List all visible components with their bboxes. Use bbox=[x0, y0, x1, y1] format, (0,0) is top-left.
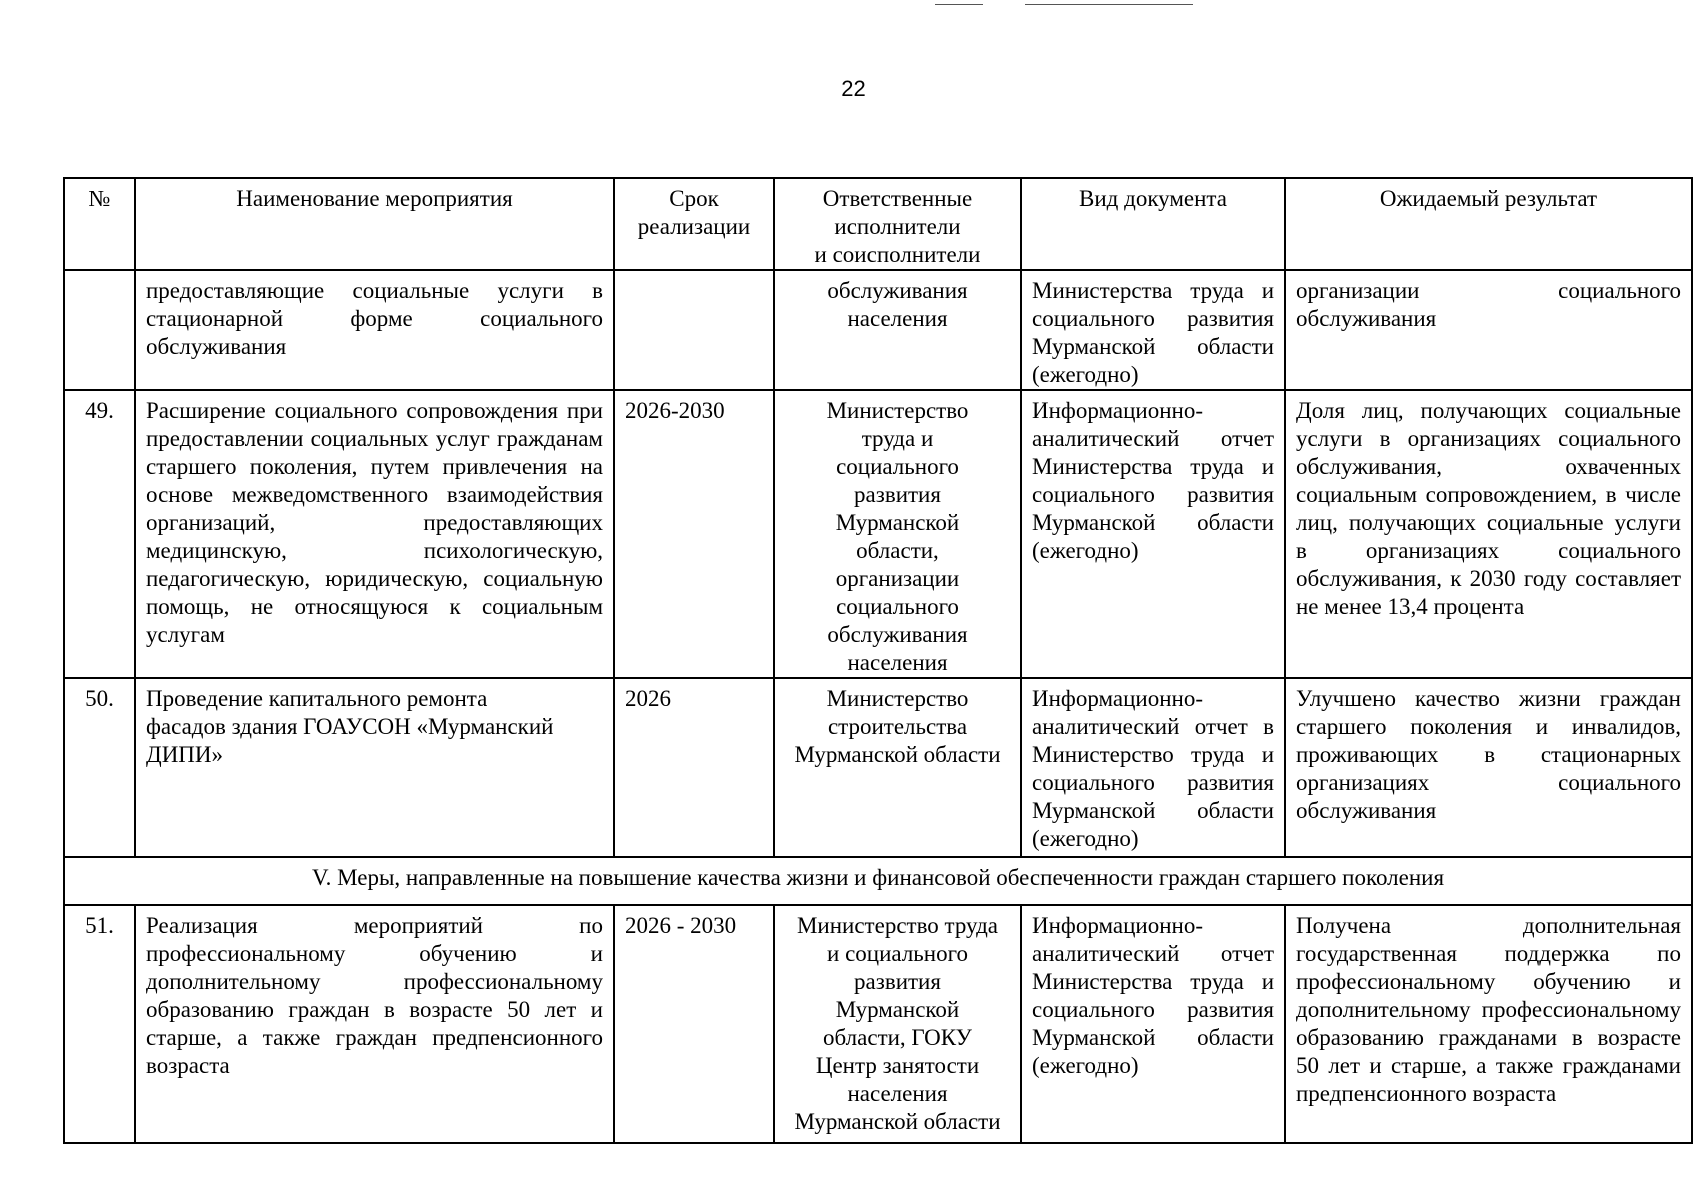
row-event-name: предоставляющие социальные услуги в стационарной форме социального обслуживания bbox=[135, 270, 614, 390]
table-row bbox=[64, 270, 1692, 390]
row-expected-result: организации социального обслуживания bbox=[1285, 270, 1692, 390]
row-term: 2026 - 2030 bbox=[614, 905, 774, 1143]
row-responsible: обслуживания населения bbox=[774, 270, 1021, 390]
row-expected-result: Улучшено качество жизни граждан старшего поколения и инвалидов, проживающих в стационарных организациях социального обслуживания bbox=[1285, 678, 1692, 857]
row-term: 2026-2030 bbox=[614, 390, 774, 678]
row-number: 49. bbox=[64, 390, 135, 678]
header-document-type: Вид документа bbox=[1021, 178, 1285, 270]
table-row bbox=[64, 678, 1692, 857]
row-number bbox=[64, 270, 135, 390]
row-responsible: Министерство труда и социального развития Мурманской области, ГОКУ Центр занятости населения Мурманской области bbox=[774, 905, 1021, 1143]
row-number: 51. bbox=[64, 905, 135, 1143]
top-rule-right bbox=[1025, 4, 1193, 5]
row-expected-result: Доля лиц, получающих социальные услуги в организациях социального обслуживания, охваченных социальным сопровождением, в числе лиц, получающих социальные услуги в организациях социального обслуживания, к 2030 году составляет не менее 13,4 процента bbox=[1285, 390, 1692, 678]
table-row bbox=[64, 390, 1692, 678]
section-row bbox=[64, 857, 1692, 905]
row-document-type: Информационно-аналитический отчет в Министерство труда и социального развития Мурманской области (ежегодно) bbox=[1021, 678, 1285, 857]
row-event-name: Расширение социального сопровождения при предоставлении социальных услуг гражданам старшего поколения, путем привлечения на основе межведомственного взаимодействия организаций, предоставляющих медицинскую, психологическую, педагогическую, юридическую, социальную помощь, не относящуюся к социальным услугам bbox=[135, 390, 614, 678]
row-document-type: Информационно-аналитический отчет Министерства труда и социального развития Мурманской области (ежегодно) bbox=[1021, 390, 1285, 678]
table-header-row bbox=[64, 178, 1692, 270]
top-rule-left bbox=[935, 4, 983, 5]
page-number: 22 bbox=[841, 76, 866, 101]
header-expected-result: Ожидаемый результат bbox=[1285, 178, 1692, 270]
header-event-name: Наименование мероприятия bbox=[135, 178, 614, 270]
section-title: V. Меры, направленные на повышение качества жизни и финансовой обеспеченности граждан старшего поколения bbox=[64, 857, 1692, 905]
row-responsible: Министерство труда и социального развития Мурманской области, организации социального обслуживания населения bbox=[774, 390, 1021, 678]
row-document-type: Министерства труда и социального развития Мурманской области (ежегодно) bbox=[1021, 270, 1285, 390]
header-responsible: Ответственные исполнители и соисполнители bbox=[774, 178, 1021, 270]
row-term bbox=[614, 270, 774, 390]
row-event-name: Реализация мероприятий по профессиональному обучению и дополнительному профессиональному образованию граждан в возрасте 50 лет и старше, а также граждан предпенсионного возраста bbox=[135, 905, 614, 1143]
row-term: 2026 bbox=[614, 678, 774, 857]
events-table bbox=[63, 177, 1693, 1144]
table-row bbox=[64, 905, 1692, 1143]
row-event-name: Проведение капитального ремонта фасадов здания ГОАУСОН «Мурманский ДИПИ» bbox=[135, 678, 614, 857]
row-expected-result: Получена дополнительная государственная поддержка по профессиональному обучению и дополнительному профессиональному образованию гражданами в возрасте 50 лет и старше, а также гражданами предпенсионного возраста bbox=[1285, 905, 1692, 1143]
row-number: 50. bbox=[64, 678, 135, 857]
header-term: Срок реализации bbox=[614, 178, 774, 270]
header-number: № bbox=[64, 178, 135, 270]
row-document-type: Информационно-аналитический отчет Министерства труда и социального развития Мурманской области (ежегодно) bbox=[1021, 905, 1285, 1143]
row-responsible: Министерство строительства Мурманской области bbox=[774, 678, 1021, 857]
